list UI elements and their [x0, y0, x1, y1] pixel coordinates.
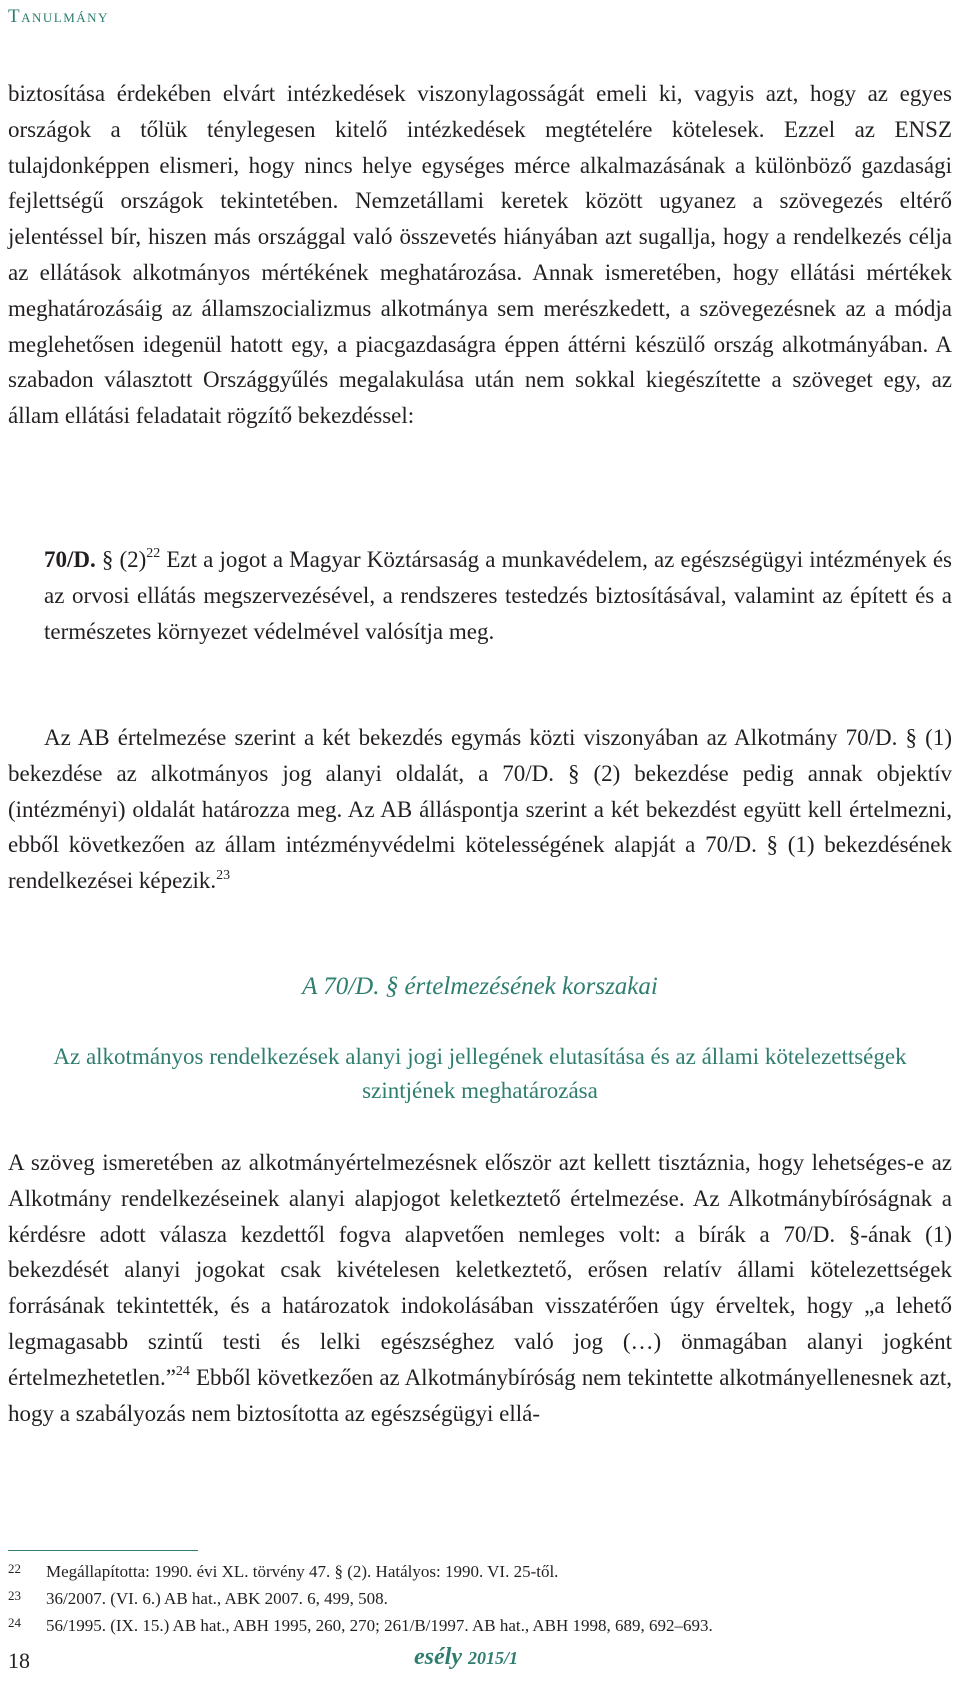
footnote-ref-23[interactable]: 23 — [216, 867, 231, 883]
paragraph-text-cont: Ebből következően az Alkotmánybíróság nem tekintette alkotmányellenesnek azt, hogy a szabályozás nem biztosította az egészségügyi ellá- — [8, 1364, 952, 1426]
page-number: 18 — [8, 1648, 30, 1673]
footnote-number: 22 — [8, 1561, 21, 1576]
provision-section: § (2) — [95, 547, 147, 572]
footnote-text: 36/2007. (VI. 6.) AB hat., ABK 2007. 6, 499, 508. — [46, 1589, 388, 1608]
footnote-item — [8, 1585, 952, 1612]
subsection-heading: Az alkotmányos rendelkezések alanyi jogi jellegének elutasítása és az állami kötelezettségek szintjének meghatározása — [53, 1044, 907, 1103]
footnote-number: 24 — [8, 1615, 21, 1630]
paragraph-text: Az AB értelmezése szerint a két bekezdés egymás közti viszonyában az Alkotmány 70/D. § (1) bekezdése az alkotmányos jog alanyi oldalát, a 70/D. § (2) bekezdése pedig annak objektív (intézményi) oldalát határozza meg. Az AB álláspontja szerint a két bekezdést együtt kell értelmezni, ebből következően az állam intézményvédelmi kötelességének alapját a 70/D. § (1) bekezdésének rendelkezései képezik. — [8, 725, 952, 894]
paragraph-analysis — [8, 1145, 952, 1431]
provision-number: 70/D. — [44, 547, 96, 572]
footnote-ref-24[interactable]: 24 — [175, 1364, 190, 1380]
section-heading: A 70/D. § értelmezésének korszakai — [302, 973, 658, 1000]
footnote-ref-22[interactable]: 22 — [146, 546, 161, 562]
footnote-number: 23 — [8, 1588, 21, 1603]
journal-title — [414, 1644, 518, 1671]
quoted-provision — [44, 542, 952, 649]
section-header: Tanulmány — [8, 6, 109, 27]
footnote-text: Megállapította: 1990. évi XL. törvény 47. § (2). Hatályos: 1990. VI. 25-től. — [46, 1562, 559, 1581]
provision-text: Ezt a jogot a Magyar Köztársaság a munkavédelem, az egészségügyi intézmények és az orvosi ellátás megszervezésével, a rendszeres testedzés biztosításával, valamint az épített és a természetes környezet védelmével valósítja meg. — [44, 547, 952, 644]
footnote-item — [8, 1558, 952, 1585]
paragraph-ab-interpretation — [8, 720, 952, 899]
journal-issue: 2015/1 — [467, 1648, 518, 1668]
footnote-text: 56/1995. (IX. 15.) AB hat., ABH 1995, 260, 270; 261/B/1997. AB hat., ABH 1998, 689, 692–693. — [46, 1616, 713, 1635]
footnotes — [8, 1558, 952, 1639]
footnote-item — [8, 1612, 952, 1639]
footnote-divider — [8, 1550, 198, 1551]
paragraph-intro: biztosítása érdekében elvárt intézkedések viszonylagosságát emeli ki, vagyis azt, hogy az egyes országok a tőlük ténylegesen kitelő intézkedések megtételére kötelesek. Ezzel az ENSZ tulajdonképpen elismeri, hogy nincs helye egységes mérce alkalmazásának a különböző gazdasági fejlettségű országok tekintetében. Nemzetállami keretek között ugyanez a szövegezés eltérő jelentéssel bír, hiszen más országgal való összevetés hiányában azt sugallja, hogy a rendelkezés célja az ellátások alkotmányos mértékének meghatározása. Annak ismeretében, hogy ellátási mértékek meghatározásáig az államszocializmus alkotmánya sem merészkedett, a szövegezésnek az a módja meglehetősen idegenül hatott egy, a piacgazdaságra éppen áttérni készülő ország alkotmányában. A szabadon választott Országgyűlés megalakulása után nem sokkal kiegészítette a szöveget egy, az állam ellátási feladatait rögzítő bekezdéssel: — [8, 81, 952, 429]
paragraph-text: A szöveg ismeretében az alkotmányértelmezésnek először azt kellett tisztáznia, hogy lehetséges-e az Alkotmány rendelkezéseinek alanyi alapjogot keletkeztető értelmezése. Az Alkotmánybíróságnak a kérdésre adott válasza kezdettől fogva alapvetően nemleges volt: a bírák a 70/D. §-ának (1) bekezdését alanyi jogokat csak kivételesen keletkeztető, erősen relatív állami kötelezettségek forrásának tekintették, és a határozatok indokolásában visszatérően úgy érveltek, hogy „a lehető legmagasabb szintű testi és lelki egészséghez való jog (…) önmagában alanyi jogként értelmezhetetlen.” — [8, 1150, 952, 1390]
journal-name: esély — [414, 1644, 462, 1670]
